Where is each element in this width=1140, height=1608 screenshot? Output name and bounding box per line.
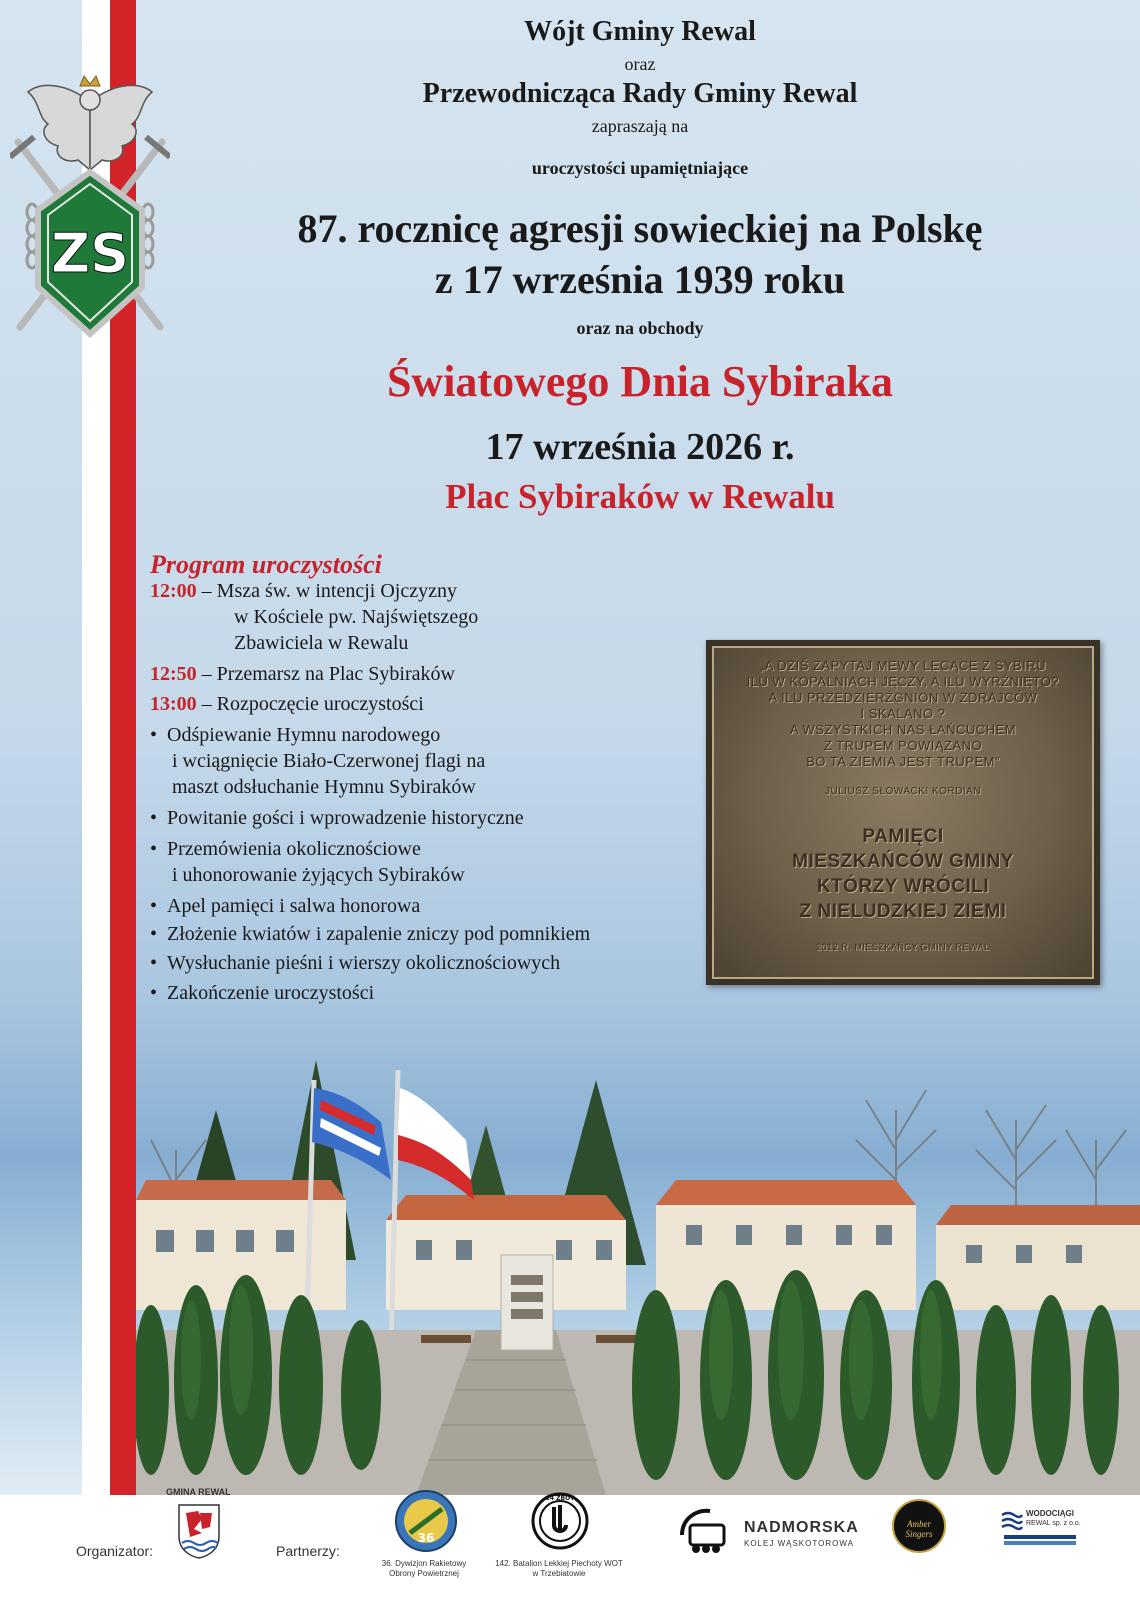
plaque-memorial-line: MIESZKAŃCÓW GMINY: [792, 851, 1014, 872]
waterworks-bar: [1004, 1541, 1076, 1545]
plaque-memorial-line: KTÓRZY WRÓCILI: [816, 876, 990, 897]
plaque-quote-line: A WSZYSTKICH NAS ŁAŃCUCHEM: [789, 722, 1017, 737]
sponsors-footer: [0, 1487, 1140, 1608]
partner-2-name: 142. Batalion Lekkiej Piechoty WOT w Trzebiatowie: [495, 1559, 623, 1578]
partners-label: Partnerzy:: [276, 1543, 340, 1559]
program-item: • Zakończenie uroczystości: [150, 982, 375, 1004]
amber-singers-text: Amber Singers: [905, 1519, 933, 1539]
invite-line: zapraszają na: [591, 116, 689, 136]
program-title: Program uroczystości: [150, 550, 382, 579]
svg-text:14 ZBOT: 14 ZBOT: [545, 1495, 575, 1502]
organizer-label: Organizator:: [76, 1543, 154, 1559]
event-date: 17 września 2026 r.: [485, 426, 795, 468]
partner-3-name: NADMORSKA: [744, 1519, 859, 1536]
organizer-name: GMINA REWAL: [166, 1487, 231, 1497]
memorial-plaque-photo: [706, 640, 1100, 985]
plaque-quote-line: BO TA ZIEMIA JEST TRUPEM”: [806, 754, 1000, 769]
svg-text:36: 36: [417, 1531, 435, 1545]
program-item-cont: i uhonorowanie żyjących Sybiraków: [172, 864, 465, 886]
waterworks-bar: [1004, 1535, 1076, 1539]
waterworks-logo-icon: [1000, 1509, 1024, 1531]
schedule-item-cont: w Kościele pw. Najświętszego: [234, 606, 479, 628]
anniversary-date-line: z 17 września 1939 roku: [434, 257, 846, 302]
schedule-item-cont: Zbawiciela w Rewalu: [234, 632, 409, 654]
gmina-rewal-coat-of-arms-icon: [176, 1503, 222, 1559]
program-item: • Złożenie kwiatów i zapalenie zniczy pod pomnikiem: [150, 923, 591, 945]
narrow-gauge-railway-logo-icon: [676, 1505, 734, 1559]
program-item: • Apel pamięci i salwa honorowa: [150, 895, 421, 917]
program-item: • Przemówienia okolicznościowe: [150, 838, 421, 860]
plaque-footer: 2012 R. MIESZKAŃCY GMINY REWAL: [816, 942, 990, 952]
air-defense-squadron-logo-icon: [392, 1487, 460, 1555]
plaque-quote-line: I SKALANO ?: [860, 706, 946, 721]
plaque-memorial-line: Z NIELUDZKIEJ ZIEMI: [799, 901, 1007, 922]
anniversary-title: 87. rocznicę agresji sowieckiej na Polskę: [297, 206, 983, 251]
program-item: • Wysłuchanie pieśni i wierszy okolicznościowych: [150, 952, 561, 974]
wot-battalion-logo-icon: [530, 1491, 590, 1551]
host-line-2: Przewodnicząca Rady Gminy Rewal: [422, 78, 858, 109]
commemoration-line: uroczystości upamiętniające: [531, 158, 749, 178]
program-section: [150, 550, 710, 1004]
memorial-square-photo: [136, 1030, 1140, 1495]
partner-5-subtitle: REWAL sp. z o.o.: [1026, 1520, 1081, 1527]
schedule-item: 13:00 – Rozpoczęcie uroczystości: [150, 693, 424, 715]
plaque-author: JULIUSZ SŁOWACKI KORDIAN: [824, 786, 982, 797]
plaque-quote-line: A ILU PRZEDZIERŻGNION W ZDRAJCÓW: [768, 690, 1038, 705]
event-place: Plac Sybiraków w Rewalu: [445, 477, 835, 516]
program-item: • Powitanie gości i wprowadzenie historyczne: [150, 807, 524, 829]
program-item-cont: i wciągnięcie Biało-Czerwonej flagi na: [172, 750, 486, 772]
plaque-quote-line: Z TRUPEM POWIĄZANO: [823, 738, 983, 753]
schedule-item: 12:50 – Przemarsz na Plac Sybiraków: [150, 663, 455, 685]
conjunction-line: oraz: [624, 54, 656, 74]
plaque-quote-line: „A DZIŚ ZAPYTAJ MEWY LECĄCE Z SYBIRU: [759, 658, 1047, 673]
schedule-item: 12:00 – Msza św. w intencji Ojczyzny: [150, 580, 457, 602]
svg-text:ZS: ZS: [50, 222, 130, 285]
observance-line: oraz na obchody: [576, 318, 704, 338]
partner-1-name: 36. Dywizjon Rakietowy Obrony Powietrznej: [381, 1559, 467, 1578]
program-item-cont: maszt odsłuchanie Hymnu Sybiraków: [172, 776, 476, 798]
partner-5-name: WODOCIĄGI: [1026, 1509, 1074, 1518]
event-title: Światowego Dnia Sybiraka: [386, 357, 894, 406]
program-item: • Odśpiewanie Hymnu narodowego: [150, 724, 441, 746]
amber-singers-logo: [892, 1499, 946, 1553]
host-line: Wójt Gminy Rewal: [524, 16, 756, 47]
plaque-quote-line: ILU W KOPALNIACH JĘCZY, A ILU WYRŻNIĘTO?: [746, 674, 1060, 689]
plaque-memorial-line: PAMIĘCI: [862, 826, 944, 847]
partner-3-subtitle: KOLEJ WĄSKOTOROWA: [744, 1539, 854, 1548]
